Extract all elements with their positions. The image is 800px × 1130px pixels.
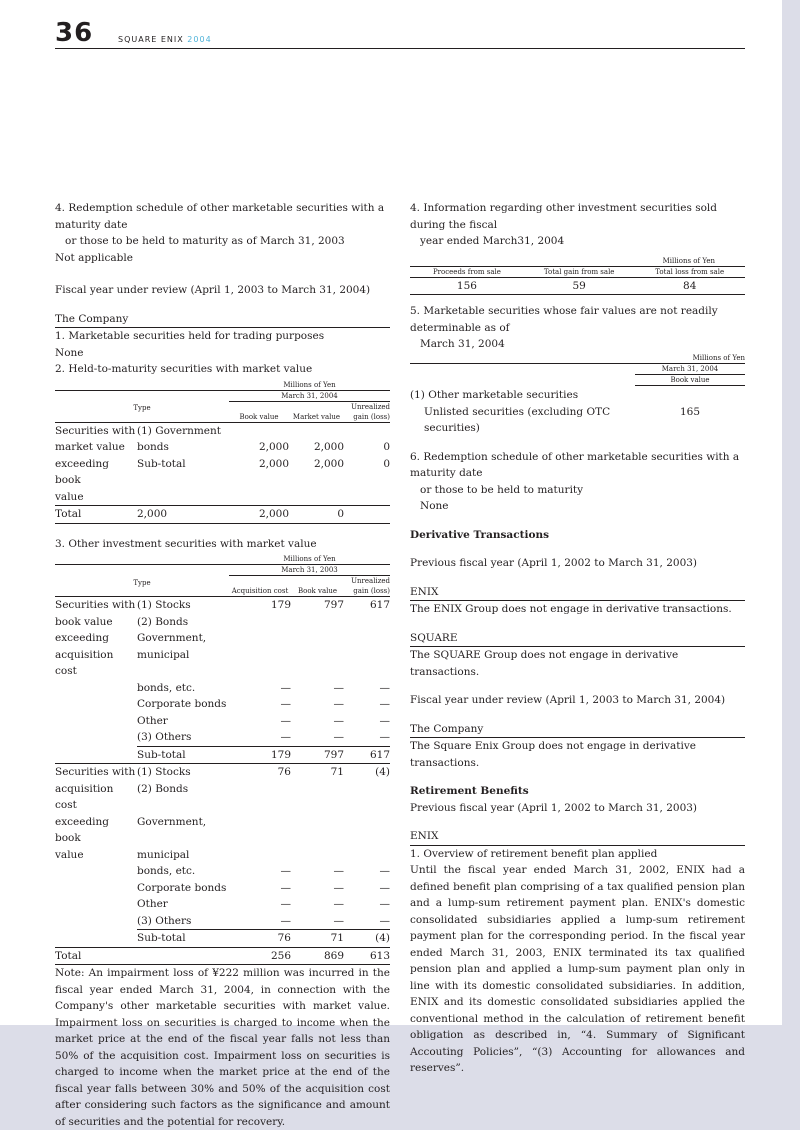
- table-cell: —: [280, 698, 291, 710]
- table-cell: —: [333, 898, 344, 910]
- table-cell: 76: [277, 932, 291, 944]
- unit-label: Millions of Yen: [635, 353, 745, 364]
- row-label: value: [55, 848, 84, 861]
- left-column: [55, 200, 390, 1130]
- column-header: Book value: [297, 587, 338, 595]
- row-label: acquisition cost: [55, 648, 114, 677]
- column-header: [344, 576, 390, 597]
- table-cell: (4): [344, 764, 390, 781]
- row-label: (2) Bonds: [137, 615, 189, 628]
- table-cell: —: [280, 714, 291, 727]
- square-heading: SQUARE: [410, 630, 745, 648]
- row-label: Unlisted securities (excluding OTC securities): [424, 405, 611, 434]
- page-header: [55, 18, 745, 49]
- row-label: Securities with: [55, 597, 137, 614]
- table-cell: (4): [375, 932, 390, 944]
- item-heading: 1. Marketable securities held for trading purposes: [55, 330, 325, 342]
- row-label: bonds, etc.: [137, 865, 196, 877]
- section-title: 4. Redemption schedule of other marketable securities with a maturity date: [55, 202, 385, 231]
- held-to-maturity-table: [55, 380, 390, 524]
- row-label: Corporate bonds: [137, 881, 227, 894]
- column-header-line: gain (loss): [353, 587, 390, 595]
- table-cell: 2,000: [258, 441, 289, 453]
- table-cell: —: [344, 913, 390, 930]
- table-cell: —: [333, 714, 344, 727]
- table-cell: 0: [289, 506, 344, 524]
- column-header: [344, 401, 390, 422]
- table-cell: 156: [456, 279, 477, 292]
- fiscal-year-heading: Previous fiscal year (April 1, 2002 to March 31, 2003): [410, 557, 698, 569]
- derivative-heading: Derivative Transactions: [410, 528, 550, 541]
- table-cell: —: [229, 729, 291, 746]
- non-determinable-table: [410, 353, 745, 437]
- enix-heading: ENIX: [410, 828, 745, 846]
- unit-label: Millions of Yen: [634, 256, 745, 267]
- row-label: Government,: [137, 632, 207, 644]
- table-cell: —: [379, 681, 390, 694]
- section-title-cont: year ended March31, 2004: [420, 235, 565, 247]
- table-cell: 256: [229, 947, 291, 965]
- table-cell: 2,000: [229, 506, 289, 524]
- total-label: Total: [55, 506, 137, 524]
- row-label: (2) Bonds: [137, 782, 189, 795]
- table-cell: 617: [369, 748, 390, 761]
- table-cell: —: [379, 881, 390, 894]
- table-cell: 179: [270, 748, 291, 761]
- page-number: 36: [55, 18, 94, 48]
- table-cell: 2,000: [137, 506, 229, 524]
- row-label: (1) Stocks: [137, 764, 229, 781]
- not-applicable: Not applicable: [55, 251, 133, 264]
- table-cell: —: [379, 714, 390, 727]
- row-label: municipal: [137, 648, 190, 661]
- row-label: bonds: [137, 441, 169, 453]
- column-header: Market value: [292, 412, 341, 421]
- row-label: exceeding book: [55, 457, 110, 486]
- none-text: None: [420, 500, 449, 512]
- table-cell: 179: [229, 597, 291, 614]
- row-label: bonds, etc.: [137, 681, 196, 694]
- column-header: Book value: [635, 374, 745, 385]
- fiscal-year-heading: Fiscal year under review (April 1, 2003 to March 31, 2004): [55, 284, 371, 296]
- subtotal-label: Sub-total: [137, 932, 186, 944]
- table-cell: —: [280, 898, 291, 910]
- column-header-line: Unrealized: [351, 402, 390, 411]
- row-label: (1) Other marketable securities: [410, 389, 579, 401]
- row-label: book value: [55, 615, 113, 628]
- column-header: Acquisition cost: [231, 587, 289, 595]
- table-cell: 165: [679, 405, 701, 418]
- table-cell: 613: [344, 947, 390, 965]
- retirement-overview: 1. Overview of retirement benefit plan applied: [410, 847, 658, 860]
- retirement-body: Until the fiscal year ended March 31, 2002, ENIX had a defined benefit plan comprising of a tax qualified pension plan and a lump-sum retirement payment plan. ENIX's domestic consolidated subsidiaries applied a lump-sum retirement payment plan for the corresponding period. In the fiscal year ended March 31, 2003, ENIX terminated its tax qualified pension plan and applied a lump-sum payment plan only in line with its domestic consolidated subsidiaries. In addition, ENIX and its domestic consolidated subsidiaries applied the conventional method in the calculation of retirement benefit obligation as described in, “4. Summary of Significant Accouting Policies”, “(3) Accounting for allowances and reserves”.: [410, 864, 745, 1074]
- table-cell: 71: [291, 764, 344, 781]
- securities-sold-table: [410, 256, 745, 296]
- table-cell: 0: [383, 441, 390, 453]
- impairment-note: Note: An impairment loss of ¥222 million was incurred in the fiscal year ended March 31, 2004, in connection with the Company's other marketable securities with market value. Impairment loss on securities is charged to income when the market price at the end of the fiscal year falls not less than 50% of the acquisition cost. Impairment loss on securities is charged to income when the market price at the end of the fiscal year falls between 30% and 50% of the acquisition cost after considering such factors as the significance and amount of securities and the potential for recovery.: [55, 967, 390, 1128]
- row-label: (3) Others: [137, 729, 229, 746]
- table-cell: 71: [330, 932, 344, 944]
- company-heading: The Company: [55, 311, 390, 329]
- fiscal-year-heading: Fiscal year under review (April 1, 2003 to March 31, 2004): [410, 694, 726, 706]
- row-label: (1) Government: [137, 422, 229, 439]
- row-label: market value: [55, 441, 125, 453]
- table-cell: 0: [383, 457, 390, 470]
- column-header: Book value: [239, 412, 279, 421]
- row-label: Securities with: [55, 764, 137, 781]
- column-header: Total loss from sale: [634, 266, 745, 277]
- table-cell: —: [333, 698, 344, 710]
- company-heading: The Company: [410, 721, 745, 739]
- item-heading: 3. Other investment securities with market value: [55, 537, 317, 550]
- table-cell: —: [379, 698, 390, 710]
- table-cell: —: [291, 913, 344, 930]
- unit-label: Millions of Yen: [229, 380, 390, 391]
- table-cell: —: [379, 865, 390, 877]
- row-label: Securities with: [55, 422, 137, 439]
- table-cell: —: [333, 865, 344, 877]
- table-cell: 797: [291, 597, 344, 614]
- row-label: (1) Stocks: [137, 597, 229, 614]
- type-header: Type: [133, 404, 151, 412]
- date-label: March 31, 2003: [229, 565, 390, 576]
- column-header-line: gain (loss): [353, 412, 390, 421]
- brand-name: SQUARE ENIX: [118, 35, 184, 44]
- row-label: acquisition cost: [55, 782, 114, 811]
- table-cell: —: [291, 729, 344, 746]
- row-label: exceeding book: [55, 815, 110, 844]
- brand-label: [118, 35, 212, 44]
- subtotal-label: Sub-total: [137, 457, 186, 470]
- row-label: Other: [137, 898, 168, 910]
- other-investment-table: [55, 554, 390, 965]
- square-text: The SQUARE Group does not engage in derivative transactions.: [410, 649, 679, 678]
- column-header: Total gain from sale: [524, 266, 635, 277]
- row-label: Other: [137, 714, 168, 727]
- section-title-cont: March 31, 2004: [420, 338, 505, 350]
- table-cell: 2,000: [258, 457, 289, 470]
- column-header: Proceeds from sale: [410, 266, 524, 277]
- date-label: March 31, 2004: [635, 363, 745, 374]
- date-label: March 31, 2004: [229, 390, 390, 401]
- fiscal-year-heading: Previous fiscal year (April 1, 2002 to March 31, 2003): [410, 801, 698, 814]
- right-column: [410, 200, 745, 1077]
- table-cell: —: [229, 913, 291, 930]
- row-label: municipal: [137, 848, 190, 861]
- row-label: exceeding: [55, 632, 110, 644]
- table-cell: —: [333, 681, 344, 694]
- table-cell: —: [280, 681, 291, 694]
- table-cell: —: [280, 865, 291, 877]
- table-cell: —: [344, 729, 390, 746]
- subtotal-label: Sub-total: [137, 748, 186, 761]
- table-cell: 84: [683, 279, 697, 292]
- table-cell: 797: [323, 748, 344, 761]
- table-cell: 869: [291, 947, 344, 965]
- enix-text: The ENIX Group does not engage in derivative transactions.: [410, 603, 732, 615]
- item-heading: 2. Held-to-maturity securities with market value: [55, 363, 313, 375]
- type-header: Type: [133, 578, 151, 587]
- total-label: Total: [55, 947, 137, 965]
- section-title: 5. Marketable securities whose fair values are not readily determinable as of: [410, 305, 718, 334]
- table-cell: —: [379, 898, 390, 910]
- section-title: 4. Information regarding other investment securities sold during the fiscal: [410, 202, 718, 231]
- retirement-heading: Retirement Benefits: [410, 785, 529, 797]
- table-cell: 2,000: [313, 457, 344, 470]
- section-title-cont: or those to be held to maturity: [420, 483, 584, 496]
- enix-heading: ENIX: [410, 584, 745, 602]
- table-cell: 617: [344, 597, 390, 614]
- table-cell: —: [280, 881, 291, 894]
- none-text: None: [55, 346, 84, 359]
- section-title-cont: or those to be held to maturity as of March 31, 2003: [65, 235, 345, 247]
- table-cell: 59: [572, 279, 586, 292]
- table-cell: 76: [229, 764, 291, 781]
- row-label: Corporate bonds: [137, 698, 227, 710]
- row-label: (3) Others: [137, 913, 229, 930]
- column-header-line: Unrealized: [351, 577, 390, 585]
- table-cell: —: [333, 881, 344, 894]
- row-label: value: [55, 490, 84, 503]
- unit-label: Millions of Yen: [229, 554, 390, 565]
- table-cell: 2,000: [313, 441, 344, 453]
- company-text: The Square Enix Group does not engage in derivative transactions.: [410, 740, 696, 769]
- row-label: Government,: [137, 815, 207, 828]
- brand-year: 2004: [187, 35, 212, 44]
- section-title: 6. Redemption schedule of other marketable securities with a maturity date: [410, 450, 740, 479]
